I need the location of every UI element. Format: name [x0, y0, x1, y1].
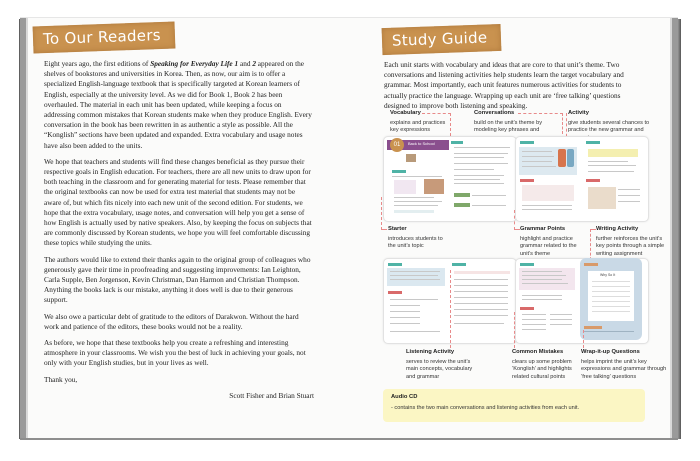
- author-signature: Scott Fisher and Brian Stuart: [229, 390, 314, 400]
- preface-paragraph-3: The authors would like to extend their thanks again to the original group of colleagues who generously gave their time in proofreading and suggesting improvements: Ian Leighton, Carla Supple, Ben Jorgenson, Kevin Christman, Dan Harmon and Christian Thompson. Anything the books lack is our mistake, anything it does well is due to their generous support.: [44, 254, 311, 305]
- starter-tab: [392, 170, 406, 173]
- preface-paragraph-4: We also owe a particular debt of gratitude to the editors of Darakwon. Without the hard work and patience of the editors, these books would not be a reality.: [44, 311, 299, 331]
- preface-paragraph-5: As before, we hope that these textbooks help you create a refreshing and interesting atmosphere in your classrooms. We wish you the best of luck in achieving your goals, not only with your English studies, but in your lives as well.: [44, 338, 306, 368]
- writing-sheet-title: Why So It: [600, 273, 616, 277]
- leader-line-starter: [381, 197, 387, 230]
- vocabulary-tab: [451, 141, 463, 144]
- unit-number-badge: 01: [390, 138, 404, 152]
- conversation-tab: [520, 141, 534, 144]
- leader-line-common-mistakes: [514, 312, 516, 348]
- preface-paragraph-1: Eight years ago, the first editions of Speaking for Everyday Life 1 and 2 appeared on the shelves of bookstores and universities in Korea. Then, as now, our aim is to offer a specialized English-language textbook that is specifically targeted at Korean learners of English, especially at the university level. As we did for Book 1, Book 2 has been overhauled. The material in each unit has been updated, while keeping a focus on addressing common mistakes that Korean students make when they produce English. Every conversation in the book has been rewritten in as authentic a style as possible. All the “Konglish” sections have been updated and expanded. Extra vocabulary and usage notes have also been added to the units.: [44, 59, 312, 150]
- illustration-figure: [558, 149, 566, 167]
- common-mistakes-tab: [520, 307, 534, 310]
- leader-line-listening: [450, 270, 452, 348]
- audio-cd-box: [383, 389, 645, 422]
- leader-line-grammar: [514, 210, 520, 230]
- starter-photo: [424, 179, 444, 194]
- wrap-up-tab: [584, 326, 602, 329]
- caption-starter: Starter introduces students to the unit’s topic: [388, 226, 443, 250]
- book-title: Speaking for Everyday Life 1: [150, 59, 239, 68]
- grammar-tab: [520, 179, 534, 182]
- audio-cd-title: Audio CD: [391, 394, 418, 400]
- caption-writing-activity: Writing Activity further reinforces the unit’s key points through a simple writing assignment: [596, 226, 665, 257]
- caption-vocabulary: Vocabulary explains and practices key expressions: [390, 110, 446, 134]
- leader-line-conversations: [518, 113, 563, 134]
- audio-cd-description: - contains the two main conversations and listening activities from each unit.: [391, 405, 580, 411]
- preface-paragraph-2: We hope that teachers and students will find these changes beneficial as they pursue their respective goals in English education. For teachers, there are all new units to draw upon for both teaching in the classroom and for generating material for tests. Please remember that the original textbooks can now be used for extra test material that students may not be aware of, but which fits nicely into each new unit of the second edition. For students, we hope that the extra vocabulary, usage notes, and conversation will help you get a sense of how English is actually used by native speakers. Also, by keeping the focus on subjects that are commonly discussed by Korean students, we hope you will feel comfortable discussing these topics while studying the units.: [44, 156, 312, 248]
- caption-conversations: Conversations build on the unit’s theme by modeling key phrases and: [474, 110, 542, 134]
- caption-grammar-points: Grammar Points highlight and practice grammar related to the unit’s theme: [520, 226, 577, 257]
- thumbnail-spread-writing: [515, 258, 649, 344]
- writing-tab: [584, 263, 598, 266]
- study-guide-heading: Study Guide: [382, 24, 502, 55]
- thumbnail-spread-unit-opener: [383, 136, 517, 222]
- leader-line-wrap-up: [583, 330, 585, 348]
- activity-tab: [586, 141, 600, 144]
- caption-activity: Activity give students several chances to practice the new grammar and: [568, 110, 650, 134]
- unit-title: Back to School: [408, 141, 435, 146]
- closing-line: Thank you,: [44, 374, 78, 384]
- caption-common-mistakes: Common Mistakes clears up some problem ‘Konglish’ and highlights related cultural points: [512, 349, 572, 380]
- caption-listening-activity: Listening Activity serves to review the unit’s main concepts, vocabulary and grammar: [406, 349, 473, 380]
- study-guide-intro: Each unit starts with vocabulary and ideas that are core to that unit’s theme. Two conversations and listening activities help students learn the target vocabulary and grammar. Most importantly, each unit features numerous activities for students to actually practice the language. Wrapping up each unit are ‘free talking’ questions designed to improve both listening and speaking.: [384, 60, 624, 110]
- to-our-readers-heading: To Our Readers: [33, 22, 176, 54]
- unit-photo: [406, 154, 416, 162]
- thumbnail-spread-conversation: [515, 136, 649, 222]
- caption-wrap-it-up-questions: Wrap-it-up Questions helps imprint the unit’s key expressions and grammar through ‘free talking’ questions: [581, 349, 667, 380]
- preface-text: [44, 59, 314, 407]
- listening-tab: [388, 291, 402, 294]
- leader-line-vocabulary: [422, 113, 451, 136]
